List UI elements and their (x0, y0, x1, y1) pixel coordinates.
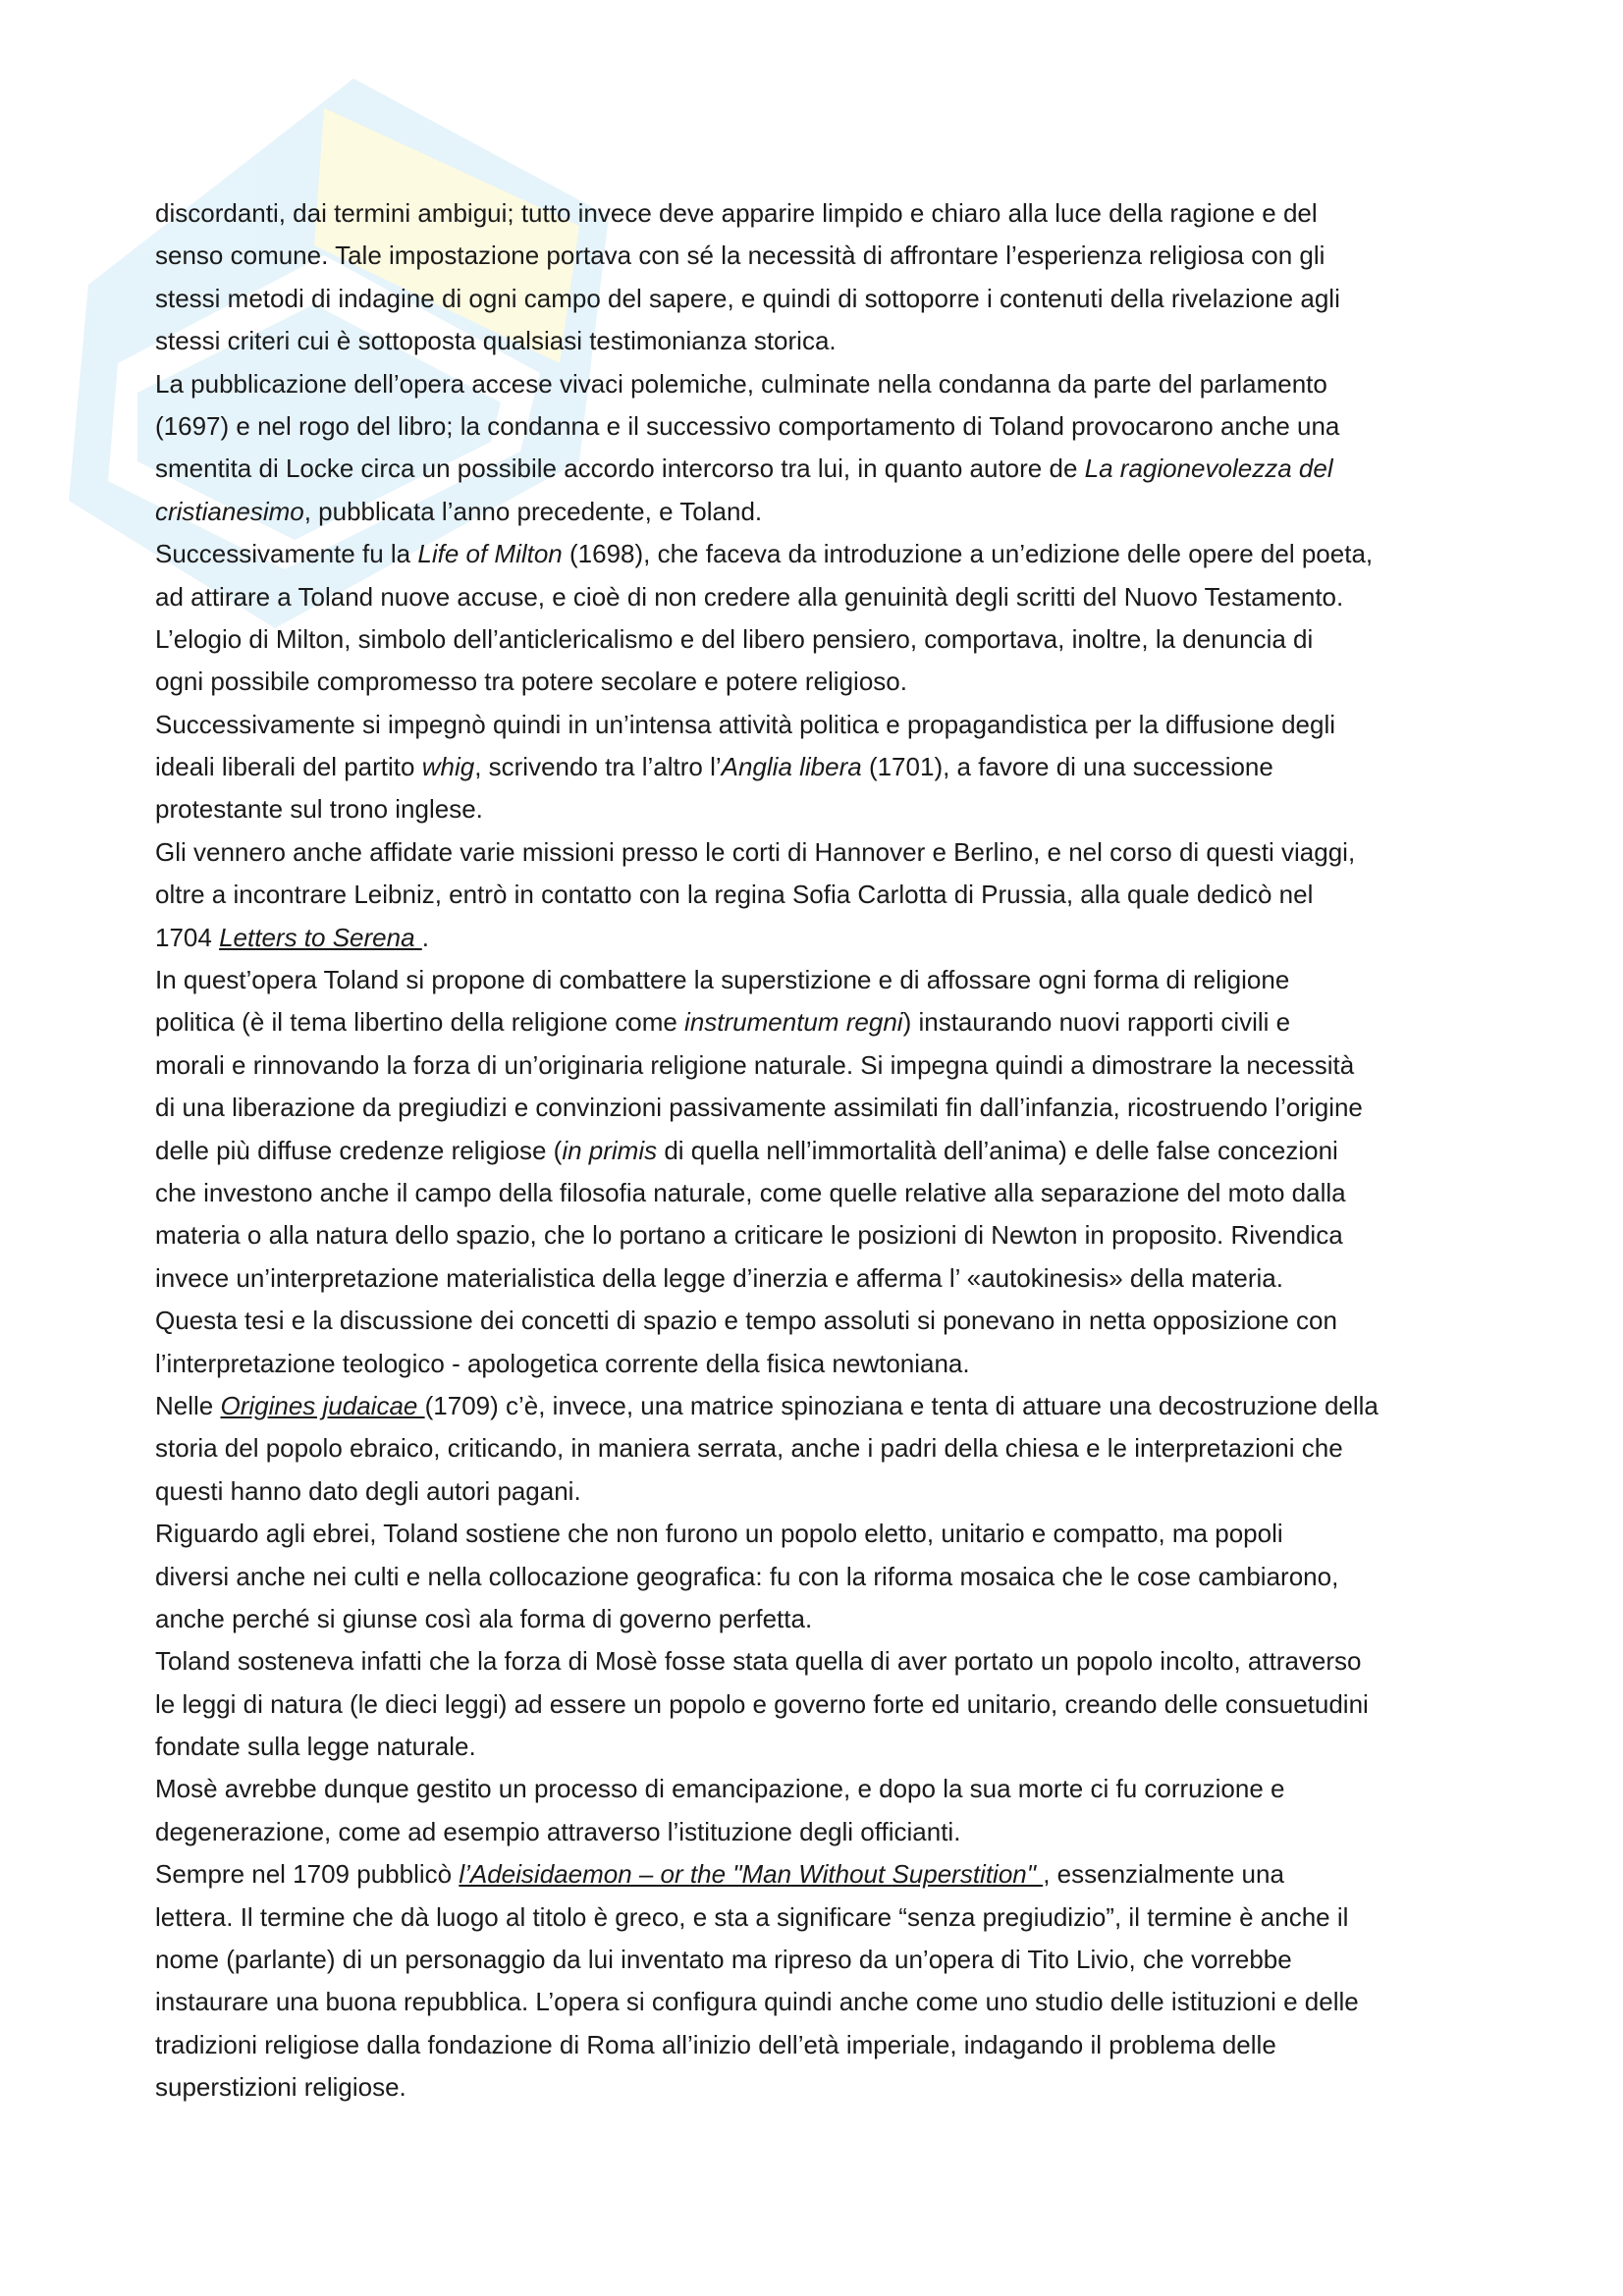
text-segment-emphasis: Life of Milton (417, 539, 563, 569)
text-segment: . (421, 922, 429, 952)
text-line (155, 917, 1490, 959)
text-segment: Toland sosteneva infatti che la forza di Mosè fosse stata quella di aver portato un popolo incolto, attraverso (155, 1646, 1362, 1677)
text-segment: tradizioni religiose dalla fondazione di Roma all’inizio dell’età imperiale, indagando il problema delle (155, 2029, 1276, 2059)
text-line (155, 1683, 1490, 1726)
text-line (155, 1300, 1490, 1342)
text-line (155, 1640, 1490, 1682)
text-line (155, 2066, 1490, 2109)
text-segment: Sempre nel 1709 pubblicò (155, 1859, 460, 1890)
text-segment: ) instaurando nuovi rapporti civili e (902, 1007, 1291, 1038)
text-segment: che investono anche il campo della filosofia naturale, come quelle relative alla separazione del moto dalla (155, 1177, 1346, 1207)
text-line (155, 1044, 1490, 1087)
text-line (155, 1172, 1490, 1214)
text-segment: , pubblicata l’anno precedente, e Toland. (303, 496, 763, 526)
text-line (155, 192, 1490, 235)
text-segment: politica (è il tema libertino della religione come (155, 1007, 685, 1038)
text-segment-emphasis: instrumentum regni (684, 1007, 903, 1038)
text-line (155, 1811, 1490, 1853)
text-segment: invece un’interpretazione materialistica della legge d’inerzia e afferma l’ «autokinesis» della materia. (155, 1262, 1283, 1293)
text-segment: materia o alla natura dello spazio, che lo portano a criticare le posizioni di Newton in proposito. Rivendica (155, 1220, 1343, 1251)
text-line (155, 405, 1490, 448)
text-line (155, 746, 1490, 788)
text-line (155, 1427, 1490, 1469)
text-line (155, 1385, 1490, 1427)
text-segment: 1704 (155, 922, 220, 952)
text-segment: La pubblicazione dell’opera accese vivaci polemiche, culminate nella condanna da parte del parlamento (155, 368, 1327, 399)
text-segment: Successivamente fu la (155, 539, 418, 569)
text-line (155, 1513, 1490, 1555)
text-segment-emphasis: in primis (562, 1135, 658, 1165)
text-segment: (1697) e nel rogo del libro; la condanna e il successivo comportamento di Toland provocarono anche una (155, 410, 1340, 441)
text-segment-emphasis: La ragionevolezza del (1084, 454, 1333, 484)
text-line (155, 278, 1490, 320)
text-segment: protestante sul trono inglese. (155, 794, 483, 825)
text-line (155, 363, 1490, 405)
text-segment: diversi anche nei culti e nella collocazione geografica: fu con la riforma mosaica che le cose cambiarono, (155, 1561, 1339, 1591)
text-segment-emphasis: whig (421, 752, 475, 782)
text-segment: di quella nell’immortalità dell’anima) e delle false concezioni (657, 1135, 1338, 1165)
text-segment: ogni possibile compromesso tra potere secolare e potere religioso. (155, 667, 907, 697)
text-line (155, 661, 1490, 703)
text-segment: le leggi di natura (le dieci leggi) ad essere un popolo e governo forte ed unitario, creando delle consuetudini (155, 1688, 1369, 1719)
text-segment: di una liberazione da pregiudizi e convinzioni passivamente assimilati fin dall’infanzia, ricostruendo l’origine (155, 1093, 1363, 1123)
text-line (155, 1726, 1490, 1768)
document-body (155, 192, 1490, 2109)
text-line (155, 1981, 1490, 2023)
text-segment: storia del popolo ebraico, criticando, in maniera serrata, anche i padri della chiesa e le interpretazioni che (155, 1433, 1343, 1464)
text-segment: delle più diffuse credenze religiose ( (155, 1135, 563, 1165)
text-segment: L’elogio di Milton, simbolo dell’anticlericalismo e del libero pensiero, comportava, inoltre, la denuncia di (155, 623, 1314, 654)
text-segment: morali e rinnovando la forza di un’originaria religione naturale. Si impegna quindi a dimostrare la necessità (155, 1049, 1355, 1080)
text-line (155, 533, 1490, 575)
text-line (155, 1214, 1490, 1256)
text-line (155, 1001, 1490, 1043)
text-line (155, 831, 1490, 874)
text-line (155, 576, 1490, 618)
text-segment-emphasis: cristianesimo (155, 496, 304, 526)
text-segment-emphasis: l’Adeisidaemon – or the "Man Without Superstition" (459, 1859, 1044, 1890)
text-line (155, 1556, 1490, 1598)
text-segment: senso comune. Tale impostazione portava con sé la necessità di affrontare l’esperienza religiosa con gli (155, 240, 1325, 271)
text-segment: l’interpretazione teologico - apologetica corrente della fisica newtoniana. (155, 1348, 970, 1378)
text-segment: , essenzialmente una (1043, 1859, 1284, 1890)
text-line (155, 2024, 1490, 2066)
text-line (155, 1768, 1490, 1810)
text-line (155, 320, 1490, 362)
text-segment: ideali liberali del partito (155, 752, 422, 782)
text-line (155, 1087, 1490, 1129)
text-line (155, 874, 1490, 916)
text-segment: discordanti, dai termini ambigui; tutto invece deve apparire limpido e chiaro alla luce della ragione e del (155, 198, 1318, 228)
text-segment: Successivamente si impegnò quindi in un’intensa attività politica e propagandistica per la diffusione degli (155, 709, 1336, 739)
text-segment: instaurare una buona repubblica. L’opera si configura quindi anche come uno studio delle istituzioni e delle (155, 1987, 1359, 2017)
text-segment: stessi metodi di indagine di ogni campo del sapere, e quindi di sottoporre i contenuti della rivelazione agli (155, 283, 1340, 313)
text-line (155, 618, 1490, 661)
text-line (155, 1939, 1490, 1981)
text-segment: Questa tesi e la discussione dei concetti di spazio e tempo assoluti si ponevano in netta opposizione con (155, 1306, 1337, 1336)
text-segment: nome (parlante) di un personaggio da lui inventato ma ripreso da un’opera di Tito Livio, che vorrebbe (155, 1945, 1292, 1975)
text-segment: superstizioni religiose. (155, 2072, 406, 2103)
text-segment: Mosè avrebbe dunque gestito un processo di emancipazione, e dopo la sua morte ci fu corruzione e (155, 1774, 1285, 1804)
text-line (155, 1130, 1490, 1172)
text-segment: (1709) c’è, invece, una matrice spinoziana e tenta di attuare una decostruzione della (424, 1390, 1379, 1420)
text-segment: ad attirare a Toland nuove accuse, e cioè di non credere alla genuinità degli scritti del Nuovo Testamento. (155, 581, 1344, 612)
text-segment: stessi criteri cui è sottoposta qualsiasi testimonianza storica. (155, 326, 837, 356)
text-line (155, 1598, 1490, 1640)
text-segment: smentita di Locke circa un possibile accordo intercorso tra lui, in quanto autore de (155, 454, 1085, 484)
text-segment: fondate sulla legge naturale. (155, 1732, 476, 1762)
text-segment: degenerazione, come ad esempio attraverso l’istituzione degli officianti. (155, 1816, 961, 1846)
text-segment: Riguardo agli ebrei, Toland sostiene che non furono un popolo eletto, unitario e compatto, ma popoli (155, 1519, 1283, 1549)
text-segment: oltre a incontrare Leibniz, entrò in contatto con la regina Sofia Carlotta di Prussia, alla quale dedicò nel (155, 880, 1314, 910)
text-line (155, 1343, 1490, 1385)
text-line (155, 788, 1490, 830)
text-segment: questi hanno dato degli autori pagani. (155, 1475, 581, 1506)
text-segment: In quest’opera Toland si propone di combattere la superstizione e di affossare ogni forma di religione (155, 965, 1290, 995)
text-line (155, 704, 1490, 746)
text-line (155, 1896, 1490, 1939)
text-segment: , scrivendo tra l’altro l’ (474, 752, 722, 782)
text-segment-emphasis: Letters to Serena (219, 922, 422, 952)
text-segment: lettera. Il termine che dà luogo al titolo è greco, e sta a significare “senza pregiudizio”, il termine è anche il (155, 1901, 1349, 1932)
text-line (155, 448, 1490, 490)
text-segment: Nelle (155, 1390, 221, 1420)
text-segment-emphasis: Anglia libera (721, 752, 862, 782)
text-line (155, 235, 1490, 277)
text-line (155, 1470, 1490, 1513)
text-segment: (1701), a favore di una successione (861, 752, 1273, 782)
text-line (155, 959, 1490, 1001)
text-segment-emphasis: Origines judaicae (220, 1390, 425, 1420)
text-line (155, 491, 1490, 533)
text-line (155, 1257, 1490, 1300)
text-segment: Gli vennero anche affidate varie missioni presso le corti di Hannover e Berlino, e nel corso di questi viaggi, (155, 836, 1356, 867)
text-segment: anche perché si giunse così ala forma di governo perfetta. (155, 1603, 813, 1633)
text-segment: (1698), che faceva da introduzione a un’edizione delle opere del poeta, (562, 539, 1374, 569)
text-line (155, 1853, 1490, 1896)
